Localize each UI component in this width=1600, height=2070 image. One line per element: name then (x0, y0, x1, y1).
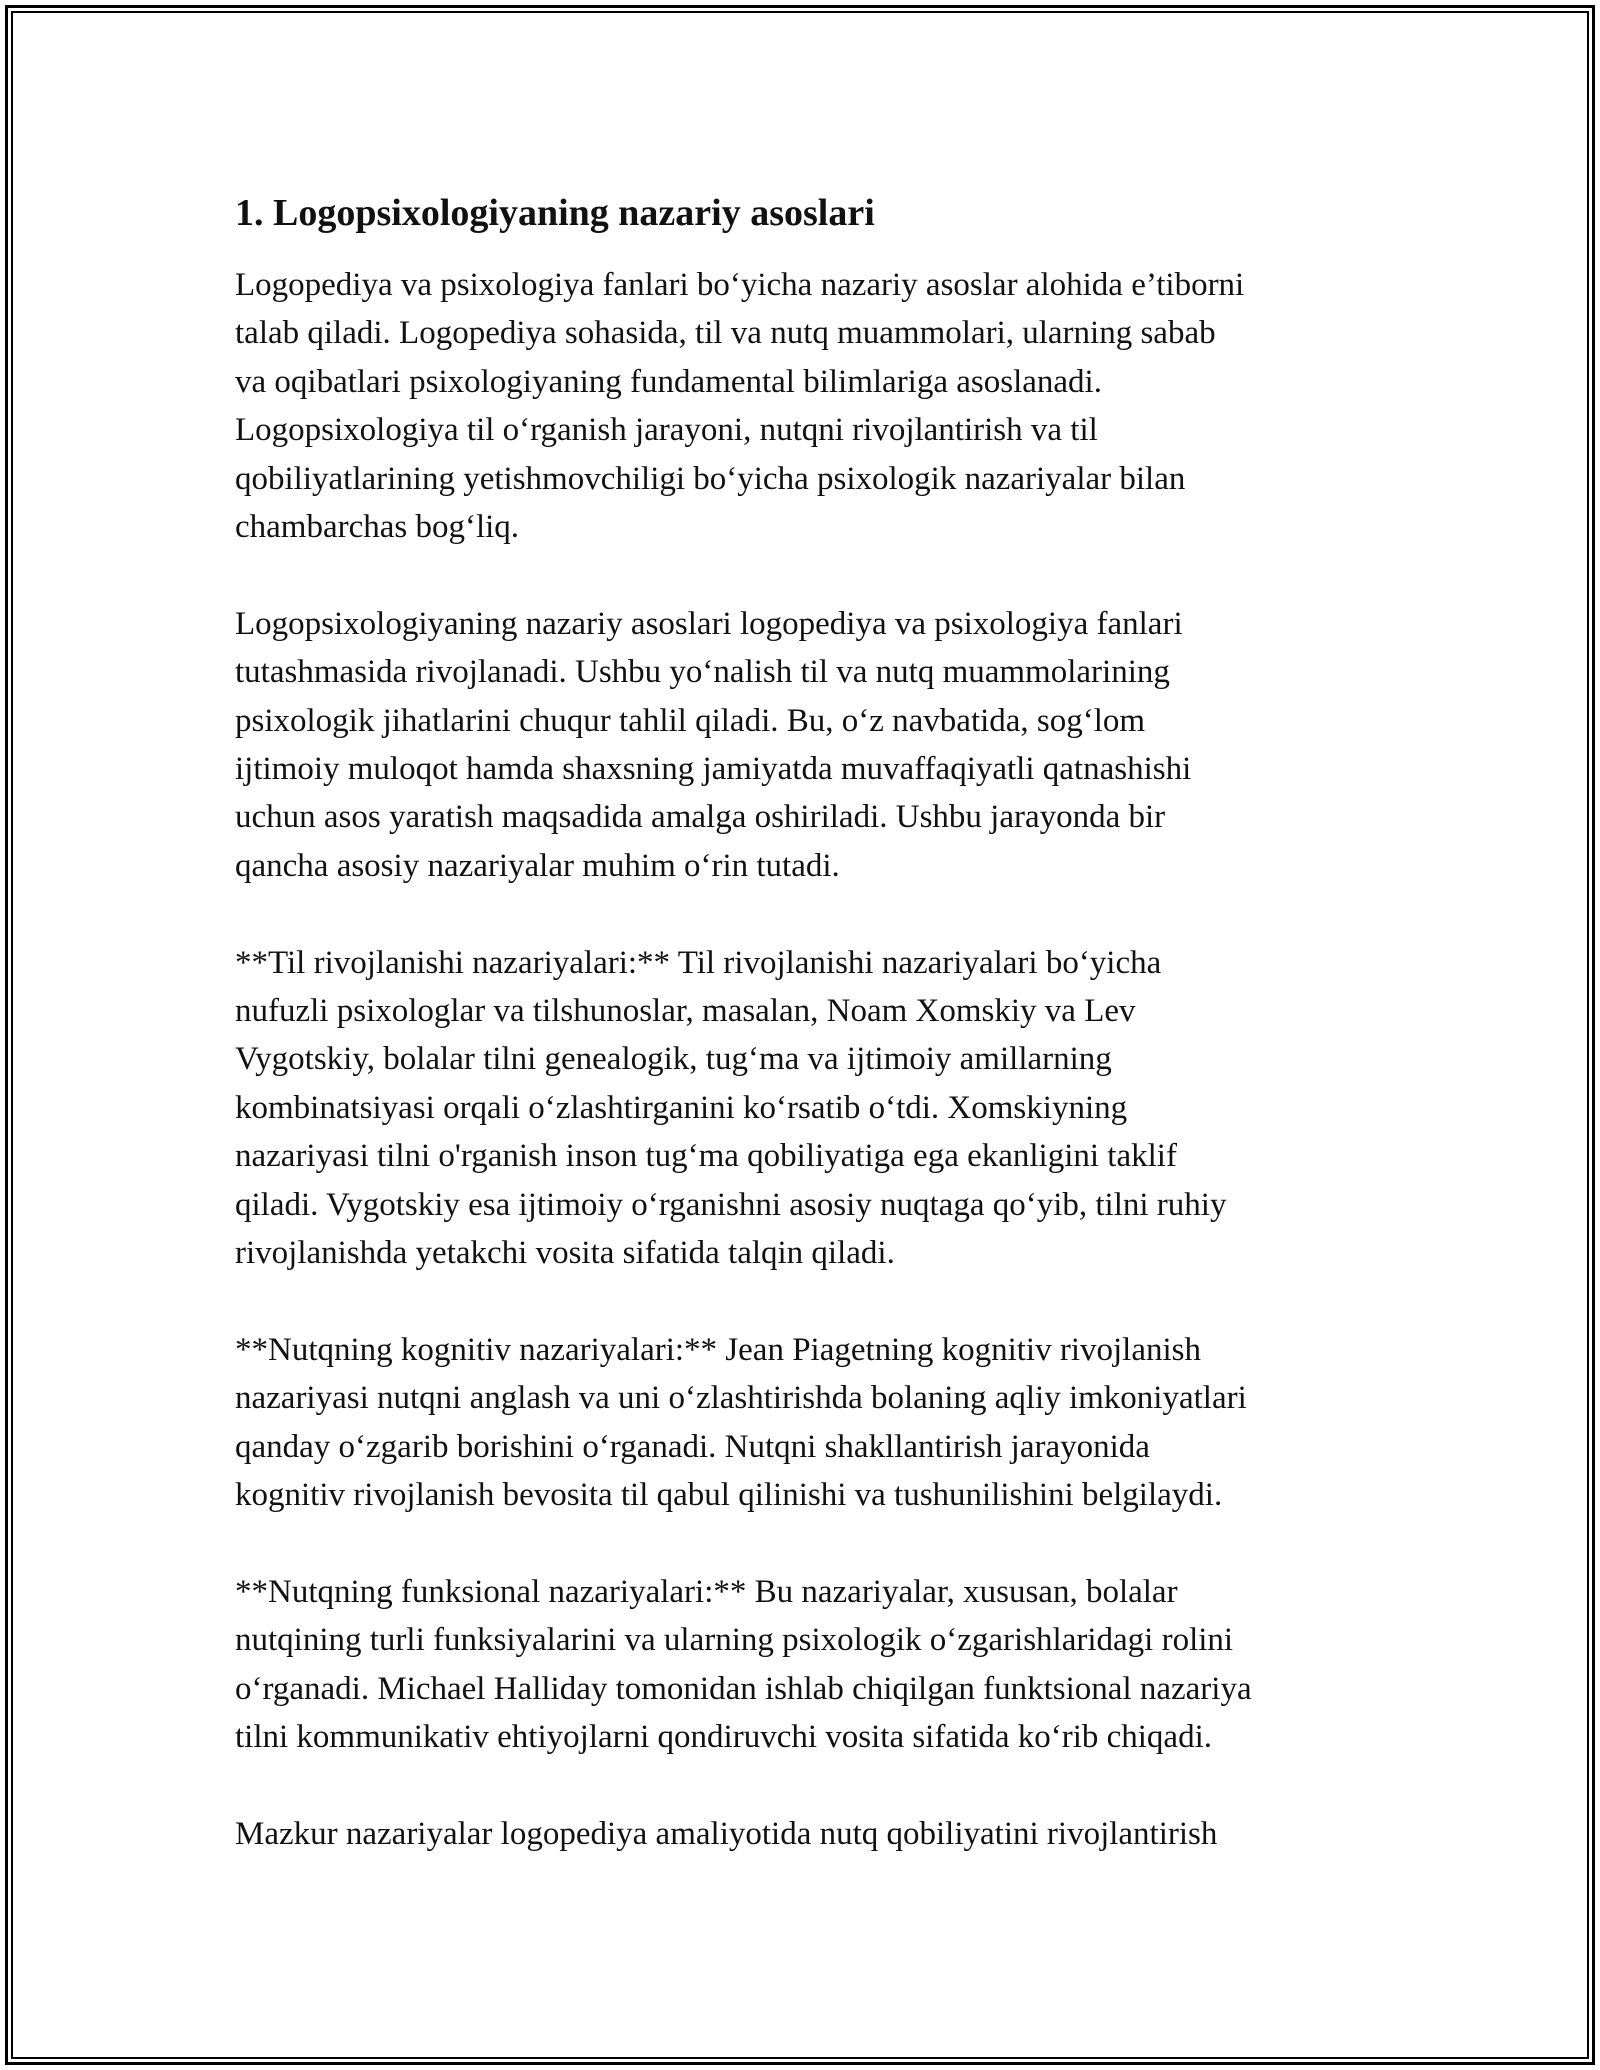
text-line: **Nutqning kognitiv nazariyalari:** Jean Piagetning kognitiv rivojlanish (235, 1331, 1202, 1368)
text-line: tilni kommunikativ ehtiyojlarni qondiruvchi vosita sifatida ko‘rib chiqadi. (235, 1719, 1212, 1756)
text-line: rivojlanishda yetakchi vosita sifatida talqin qiladi. (235, 1235, 895, 1272)
text-line: kognitiv rivojlanish bevosita til qabul qilinishi va tushunilishini belgilaydi. (235, 1477, 1223, 1514)
paragraph-1 (235, 261, 1375, 551)
text-line: chambarchas bog‘liq. (235, 509, 520, 546)
paragraph-5 (235, 1568, 1375, 1762)
text-line: tutashmasida rivojlanadi. Ushbu yo‘nalish til va nutq muammolarining (235, 654, 1170, 691)
text-line: kombinatsiyasi orqali o‘zlashtirganini ko‘rsatib o‘tdi. Xomskiyning (235, 1089, 1128, 1126)
paragraph-4 (235, 1326, 1375, 1520)
text-line: o‘rganadi. Michael Halliday tomonidan ishlab chiqilgan funktsional nazariya (235, 1670, 1252, 1707)
text-line: qancha asosiy nazariyalar muhim o‘rin tutadi. (235, 847, 840, 884)
text-line: **Nutqning funksional nazariyalari:** Bu nazariyalar, xususan, bolalar (235, 1573, 1178, 1610)
text-line: psixologik jihatlarini chuqur tahlil qiladi. Bu, o‘z navbatida, sog‘lom (235, 702, 1146, 739)
text-line: Logopediya va psixologiya fanlari bo‘yicha nazariy asoslar alohida e’tiborni (235, 267, 1245, 303)
text-line: nutqining turli funksiyalarini va ularning psixologik o‘zgarishlaridagi rolini (235, 1622, 1234, 1659)
text-line: qanday o‘zgarib borishini o‘rganadi. Nutqni shakllantirish jarayonida (235, 1428, 1150, 1465)
text-line: qiladi. Vygotskiy esa ijtimoiy o‘rganishni asosiy nuqtaga qo‘yib, tilni ruhiy (235, 1186, 1227, 1223)
section-heading: 1. Logopsixologiyaning nazariy asoslari (235, 192, 875, 234)
text-line: nazariyasi tilni o'rganish inson tug‘ma qobiliyatiga ega ekanligini taklif (235, 1138, 1177, 1175)
text-line: uchun asos yaratish maqsadida amalga oshiriladi. Ushbu jarayonda bir (235, 799, 1166, 836)
text-line: ijtimoiy muloqot hamda shaxsning jamiyatda muvaffaqiyatli qatnashishi (235, 751, 1192, 788)
document-body (235, 187, 1375, 1907)
text-line: nazariyasi nutqni anglash va uni o‘zlashtirishda bolaning aqliy imkoniyatlari (235, 1380, 1247, 1417)
text-line: Logopsixologiyaning nazariy asoslari logopediya va psixologiya fanlari (235, 605, 1183, 642)
paragraph-3 (235, 939, 1375, 1278)
text-line: Mazkur nazariyalar logopediya amaliyotida nutq qobiliyatini rivojlantirish (235, 1815, 1218, 1852)
text-line: **Til rivojlanishi nazariyalari:** Til rivojlanishi nazariyalari bo‘yicha (235, 944, 1162, 981)
text-line: nufuzli psixologlar va tilshunoslar, masalan, Noam Xomskiy va Lev (235, 993, 1136, 1030)
text-line: qobiliyatlarining yetishmovchiligi bo‘yicha psixologik nazariyalar bilan (235, 460, 1186, 497)
text-line: talab qiladi. Logopediya sohasida, til va nutq muammolari, ularning sabab (235, 315, 1216, 352)
text-line: va oqibatlari psixologiyaning fundamental bilimlariga asoslanadi. (235, 363, 1102, 400)
text-line: Vygotskiy, bolalar tilni genealogik, tug‘ma va ijtimoiy amillarning (235, 1041, 1112, 1078)
text-line: Logopsixologiya til o‘rganish jarayoni, nutqni rivojlantirish va til (235, 412, 1098, 449)
paragraph-6 (235, 1810, 1375, 1858)
paragraph-2 (235, 600, 1375, 890)
